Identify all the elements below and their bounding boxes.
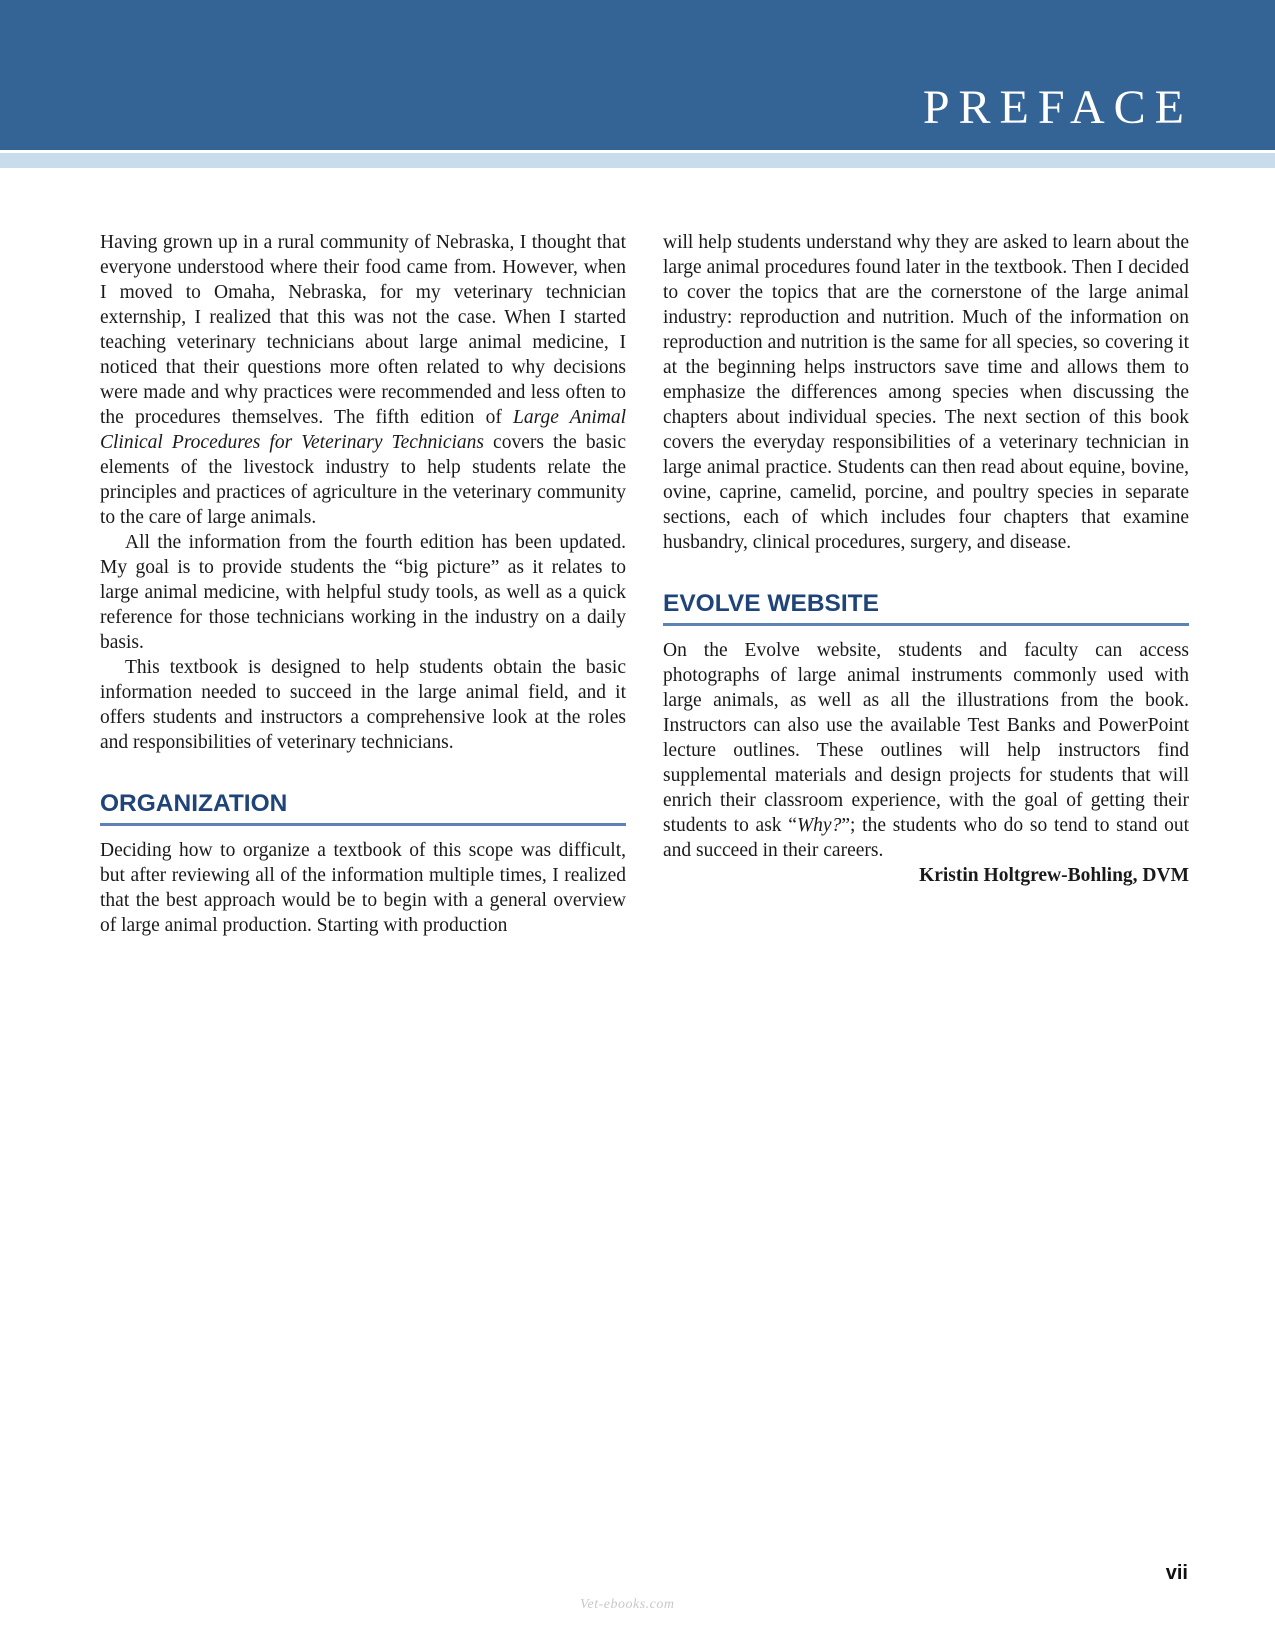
watermark: Vet-ebooks.com bbox=[580, 1597, 675, 1612]
book-title-italic: Large Animal Clinical Procedures for Veterinary Technicians bbox=[100, 407, 627, 453]
author-signature: Kristin Holtgrew-Bohling, DVM bbox=[919, 865, 1189, 886]
intro-paragraph-3: This textbook is designed to help students obtain the basic information needed to succeed in the large animal field, and it offers students and instructors a comprehensive look at the roles and responsibilities of veterinary technicians. bbox=[100, 657, 626, 753]
organization-paragraph: Deciding how to organize a textbook of this scope was difficult, but after reviewing all of the information multiple times, I realized that the best approach would be to begin with a general overview of large animal production. Starting with production bbox=[100, 840, 626, 936]
evolve-website-heading: EVOLVE WEBSITE bbox=[663, 590, 1189, 626]
why-italic: Why? bbox=[796, 815, 842, 836]
organization-paragraph-continued: will help students understand why they are asked to learn about the large animal procedures found later in the textbook. Then I decided to cover the topics that are the cornerstone of the large animal industry: reproduction and nutrition. Much of the information on reproduction and nutrition is the same for all species, so covering it at the beginning helps instructors save time and allows them to emphasize the differences among species when discussing the chapters about individual species. The next section of this book covers the everyday responsibilities of a veterinary technician in large animal practice. Students can then read about equine, bovine, ovine, caprine, camelid, porcine, and poultry species in separate sections, each of which includes four chapters that examine husbandry, clinical procedures, surgery, and disease. bbox=[663, 232, 1189, 553]
right-column bbox=[663, 230, 1189, 888]
header-stripe bbox=[0, 153, 1275, 168]
header-band bbox=[0, 0, 1275, 150]
left-column bbox=[100, 230, 626, 938]
organization-heading: ORGANIZATION bbox=[100, 790, 626, 826]
evolve-paragraph bbox=[663, 638, 1189, 863]
evolve-paragraph-end: ”; the students who do so tend to stand out and succeed in their careers. bbox=[663, 815, 1189, 861]
page-number: vii bbox=[1165, 1562, 1188, 1584]
intro-paragraph-1 bbox=[100, 230, 626, 530]
page-title: PREFACE bbox=[922, 81, 1193, 134]
intro-paragraph-2: All the information from the fourth edition has been updated. My goal is to provide students the “big picture” as it relates to large animal medicine, with helpful study tools, as well as a quick reference for those technicians working in the industry on a daily basis. bbox=[100, 532, 626, 653]
evolve-paragraph-start: On the Evolve website, students and faculty can access photographs of large animal instruments commonly used with large animals, as well as all the illustrations from the book. Instructors can also use the available Test Banks and PowerPoint lecture outlines. These outlines will help instructors find supplemental materials and design projects for students that will enrich their classroom experience, with the goal of getting their students to ask “ bbox=[663, 640, 1189, 836]
intro-paragraph-1-end: covers the basic elements of the livestock industry to help students relate the principles and practices of agriculture in the veterinary community to the care of large animals. bbox=[100, 432, 626, 528]
intro-paragraph-1-start: Having grown up in a rural community of Nebraska, I thought that everyone understood where their food came from. However, when I moved to Omaha, Nebraska, for my veterinary technician externship, I realized that this was not the case. When I started teaching veterinary technicians about large animal medicine, I noticed that their questions more often related to why decisions were made and why practices were recommended and less often to the procedures themselves. The fifth edition of bbox=[100, 232, 626, 428]
